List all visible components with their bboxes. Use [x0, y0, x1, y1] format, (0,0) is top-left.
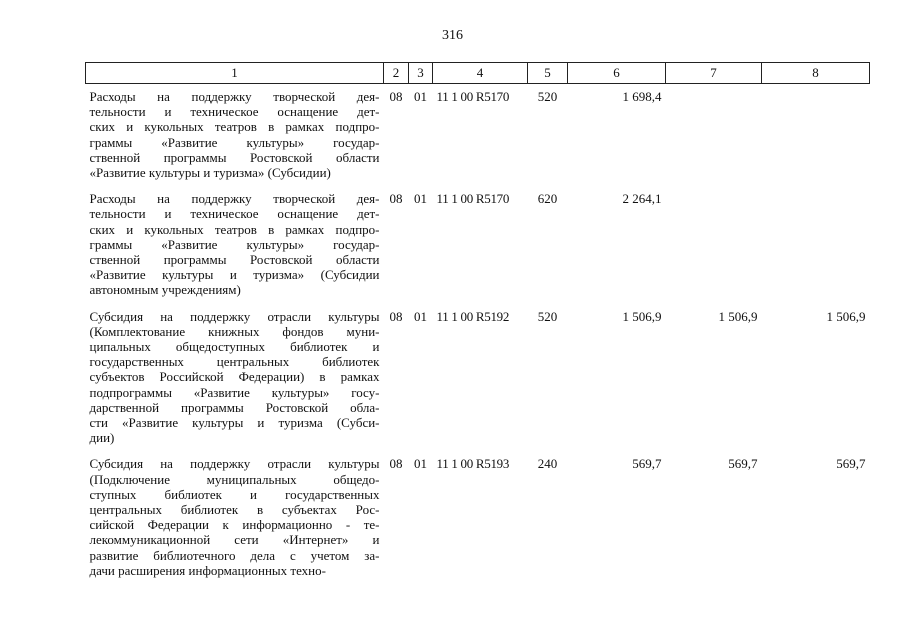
subsection-code: 01 [414, 456, 427, 472]
amount-col-8 [762, 84, 870, 187]
description-line: подпрограммы «Развитие культуры» госу- [89, 384, 380, 400]
description-line: граммы «Развитие культуры» государ- [89, 134, 380, 150]
subsection-code: 01 [414, 89, 427, 104]
description-line: граммы «Развитие культуры» государ- [89, 236, 380, 252]
description-line: ступных библиотек и государственных [89, 486, 380, 502]
description-line: «Развитие культуры и туризма» (Субсидии) [89, 165, 331, 181]
description-line: ских и кукольных театров в рамках подпро- [89, 221, 380, 237]
budget-table [85, 62, 870, 584]
description-line: сийской Федерации к информационно - те- [89, 517, 380, 533]
col-header-7: 7 [666, 63, 762, 84]
description-line: «Развитие культуры и туризма» (Субсидии [89, 267, 380, 283]
amount-col-7: 1 506,9 [718, 308, 758, 324]
target-article-code: 11 1 00 R5170 [436, 89, 510, 104]
expense-type-code: 520 [537, 89, 558, 104]
description-line: центральных библиотек в субъектах Рос- [89, 502, 380, 518]
section-code: 08 [389, 191, 403, 207]
header-row [86, 63, 870, 84]
description-line: ственной программы Ростовской области [89, 252, 380, 268]
description-line: Расходы на поддержку творческой дея- [89, 191, 380, 207]
col-header-5: 5 [528, 63, 568, 84]
expense-type-code: 520 [537, 308, 558, 324]
col-header-8: 8 [762, 63, 870, 84]
table-body [86, 84, 870, 585]
description-line: автономным учреждениям) [89, 282, 241, 298]
description-line: (Подключение муниципальных общедо- [89, 471, 380, 487]
expense-type-code: 620 [537, 191, 558, 207]
amount-col-6: 2 264,1 [622, 191, 662, 207]
description-line: субъектов Российской Федерации) в рамках [89, 369, 380, 385]
table-row [86, 304, 870, 452]
description-line: ципальных общедоступных библиотек и [89, 339, 380, 355]
section-code: 08 [389, 89, 403, 104]
row-description [86, 186, 384, 303]
description-line: дии) [89, 430, 115, 446]
amount-col-6: 1 506,9 [622, 308, 662, 324]
description-line: сти «Развитие культуры и туризма (Субси- [89, 415, 380, 431]
description-line: государственных центральных библиотек [89, 354, 380, 370]
amount-col-7 [666, 186, 762, 303]
amount-col-7 [666, 84, 762, 187]
description-line: ственной программы Ростовской области [89, 149, 380, 165]
expense-type-code: 240 [537, 456, 558, 472]
description-line: (Комплектование книжных фондов муни- [89, 323, 380, 339]
target-article-code: 11 1 00 R5192 [436, 308, 510, 324]
table-row [86, 186, 870, 303]
amount-col-6: 569,7 [632, 456, 662, 472]
description-line: Расходы на поддержку творческой дея- [89, 89, 380, 104]
row-description [86, 304, 384, 452]
description-line: дарственной программы Ростовской обла- [89, 399, 380, 415]
target-article-code: 11 1 00 R5170 [436, 191, 510, 207]
amount-col-7: 569,7 [728, 456, 758, 472]
description-line: тельности и техническое оснащение дет- [89, 206, 380, 222]
amount-col-8: 569,7 [836, 456, 866, 472]
table-row [86, 84, 870, 187]
amount-col-6: 1 698,4 [622, 89, 662, 104]
target-article-code: 11 1 00 R5193 [436, 456, 510, 472]
description-line: тельности и техническое оснащение дет- [89, 104, 380, 120]
amount-col-8 [762, 186, 870, 303]
subsection-code: 01 [414, 191, 427, 207]
description-line: лекоммуникационной сети «Интернет» и [89, 532, 380, 548]
description-line: развитие библиотечного дела с учетом за- [89, 547, 380, 563]
description-line: ских и кукольных театров в рамках подпро- [89, 119, 380, 135]
col-header-4: 4 [433, 63, 528, 84]
col-header-2: 2 [384, 63, 409, 84]
row-description [86, 451, 384, 584]
col-header-6: 6 [568, 63, 666, 84]
description-line: дачи расширения информационных техно- [89, 562, 326, 578]
row-description [86, 84, 384, 187]
subsection-code: 01 [414, 308, 427, 324]
description-line: Субсидия на поддержку отрасли культуры [89, 308, 380, 324]
description-line: Субсидия на поддержку отрасли культуры [89, 456, 380, 472]
col-header-1: 1 [86, 63, 384, 84]
amount-col-8: 1 506,9 [826, 308, 866, 324]
table-row [86, 451, 870, 584]
col-header-3: 3 [409, 63, 433, 84]
section-code: 08 [389, 308, 403, 324]
section-code: 08 [389, 456, 403, 472]
page-number: 316 [442, 28, 463, 43]
